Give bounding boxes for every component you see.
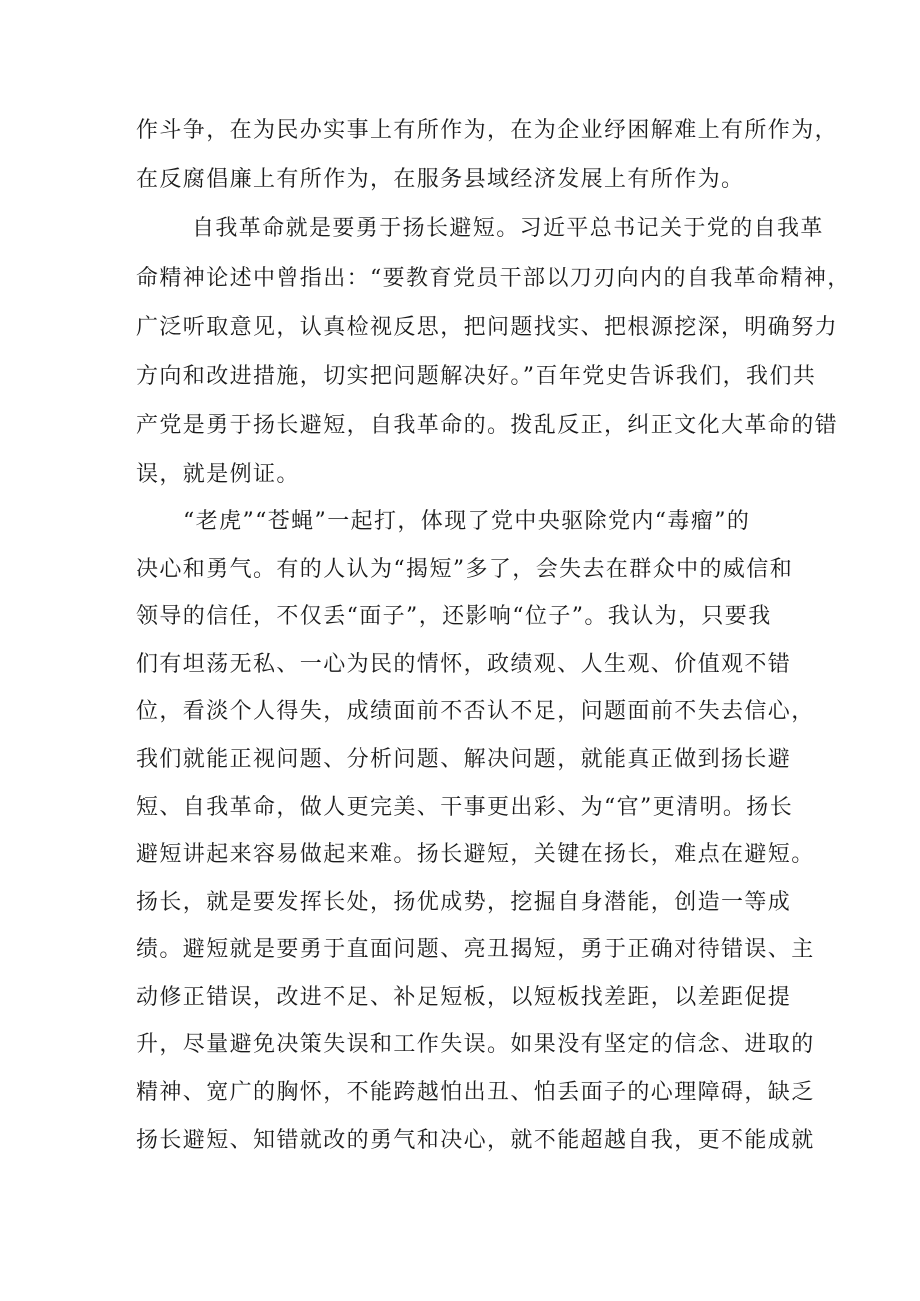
text-line: 绩。避短就是要勇于直面问题、亮丑揭短，勇于正确对待错误、主 bbox=[136, 937, 815, 962]
text-line: 扬长，就是要发挥长处，扬优成势，挖掘自身潜能，创造一等成 bbox=[136, 890, 792, 915]
text-line: 产党是勇于扬长避短，自我革命的。拨乱反正，纠正文化大革命的错 bbox=[136, 413, 839, 438]
text-line: 避短讲起来容易做起来难。扬长避短，关键在扬长，难点在避短。 bbox=[136, 842, 815, 867]
text-line: 我们就能正视问题、分析问题、解决问题，就能真正做到扬长避 bbox=[136, 747, 792, 772]
text-line: 们有坦荡无私、一心为民的情怀，政绩观、人生观、价值观不错 bbox=[136, 652, 792, 677]
text-line: 作斗争，在为民办实事上有所作为，在为企业纾困解难上有所作为， bbox=[136, 118, 839, 143]
text-line: 升，尽量避免决策失误和工作失误。如果没有坚定的信念、进取的 bbox=[136, 1032, 815, 1057]
text-line: 决心和勇气。有的人认为“揭短”多了，会失去在群众中的威信和 bbox=[136, 557, 794, 582]
text-line: 精神、宽广的胸怀，不能跨越怕出丑、怕丢面子的心理障碍，缺乏 bbox=[136, 1080, 815, 1105]
text-line: 扬长避短、知错就改的勇气和决心，就不能超越自我，更不能成就 bbox=[136, 1128, 815, 1153]
text-line: 误，就是例证。 bbox=[136, 462, 300, 487]
text-line: 命精神论述中曾指出：“要教育党员干部以刀刃向内的自我革命精神， bbox=[136, 266, 851, 291]
text-line: 短、自我革命，做人更完美、干事更出彩、为“官”更清明。扬长 bbox=[136, 795, 794, 820]
text-line: 广泛听取意见，认真检视反思，把问题找实、把根源挖深，明确努力 bbox=[136, 315, 839, 340]
text-line: 在反腐倡廉上有所作为，在服务县域经济发展上有所作为。 bbox=[136, 167, 745, 192]
text-line: 自我革命就是要勇于扬长避短。习近平总书记关于党的自我革 bbox=[192, 216, 824, 241]
text-line: 方向和改进措施，切实把问题解决好。”百年党史告诉我们，我们共 bbox=[136, 364, 817, 389]
text-line: “老虎”“苍蝇”一起打，体现了党中央驱除党内“毒瘤”的 bbox=[183, 509, 751, 534]
text-line: 领导的信任，不仅丢“面子”，还影响“位子”。我认为，只要我 bbox=[136, 604, 772, 629]
text-line: 位，看淡个人得失，成绩面前不否认不足，问题面前不失去信心， bbox=[136, 699, 815, 724]
text-line: 动修正错误，改进不足、补足短板，以短板找差距，以差距促提 bbox=[136, 985, 792, 1010]
